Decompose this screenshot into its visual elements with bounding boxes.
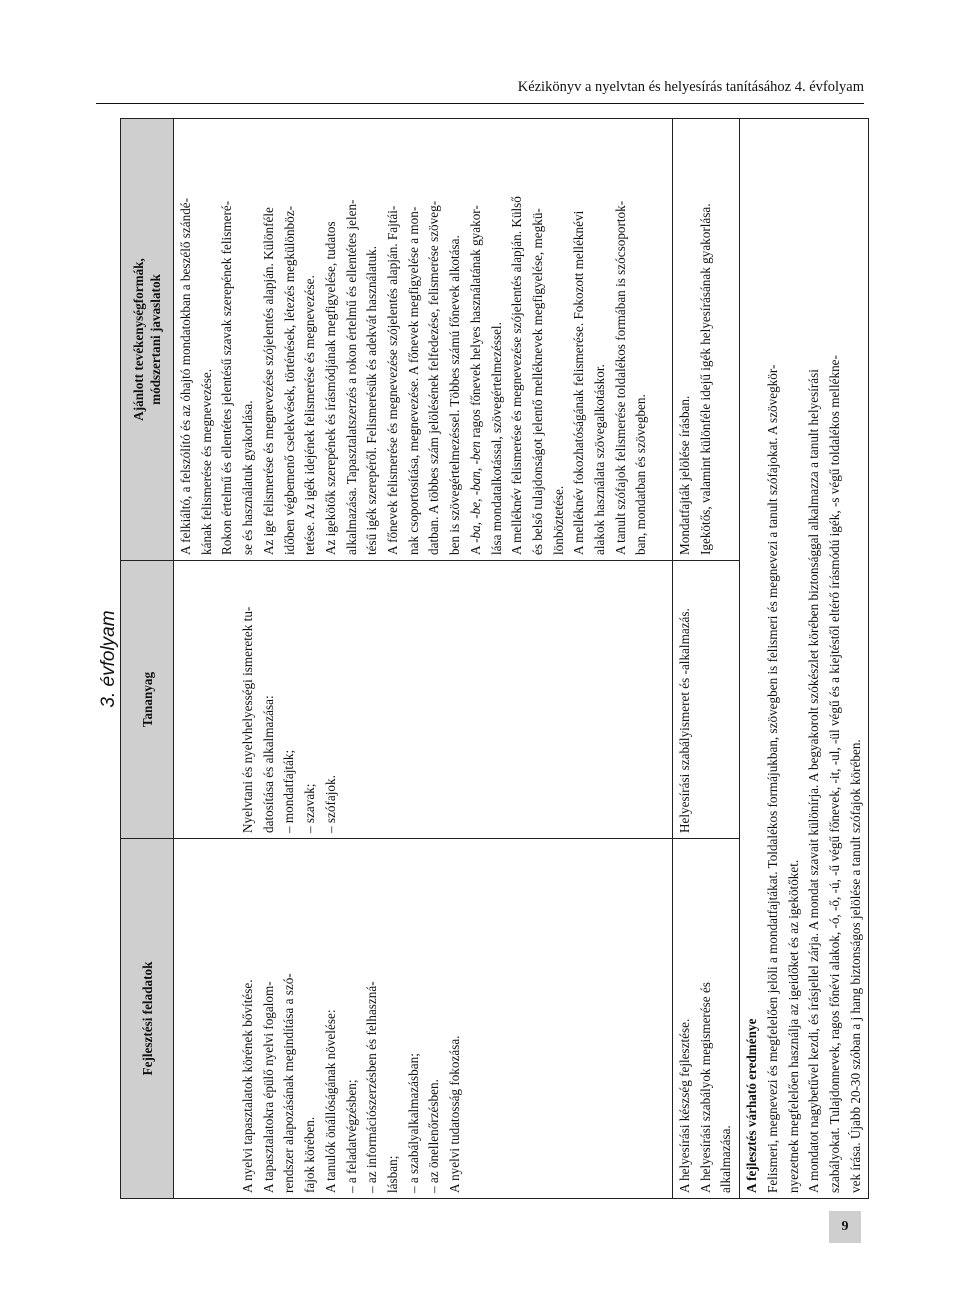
text-line: A tapasztalatokra épülő nyelvi fogalom- [260,981,276,1193]
text-line: tésű igék szerepéről. Felismerésük és adekvát használatuk. [364,245,380,555]
text-line: – az információszerzésben és felhaszná- [364,981,380,1193]
text-line: lása mondatalkotással, szövegértelmezéssel. [488,322,504,555]
text-line: Igekötős, valamint különféle idejű igék helyesírásának gyakorlása. [697,203,713,555]
text-line: A tanulók önállóságának növelése: [322,1009,338,1193]
text-line: Az ige felismerése és megnevezése szójelentés alapján. Különféle [260,207,276,555]
text-line: Az igekötők szerepének és írásmódjának megfigyelése, tudatos [322,221,338,555]
expected-results [740,119,869,1199]
text-line: nyezetnek megfelelően használja az igeidőket és az igekötőket. [785,859,801,1193]
row1-development-tasks [174,839,673,1199]
text-line: Helyesírási szabályismeret és -alkalmazás. [677,608,692,833]
text-line: Rokon értelmű és ellentétes jelentésű szavak szerepének felismeré- [219,200,235,555]
book-title: Kézikönyv a nyelvtan és helyesírás tanításához 4. évfolyam [517,79,864,95]
text-line: alkalmazása. Tapasztalatszerzés a rokon értelmű és ellentétes jelen- [343,199,359,555]
text-line: Felismeri, megnevezi és megfelelően jelöli a mondatfajtákat. Toldalékos formájukban, szövegben is felismeri és megnevezi a tanult szófajokat. A szövegkör- [764,364,780,1193]
header-development-tasks: Fejlesztési feladatok [121,839,174,1199]
text-line: A nyelvi tudatosság fokozása. [447,1035,463,1193]
text-line: Mondatfajták jelölése írásban. [677,395,692,555]
header-divider [96,103,864,104]
text-line: A melléknév fokozhatóságának felismerése. Fokozott melléknévi [571,210,587,555]
text-line: alakok használata szövegalkotáskor. [592,364,608,555]
text-line: A melléknév felismerése és megnevezése szójelentés alapján. Külső [509,196,525,555]
text-line: – a szabályalkalmazásban; [405,1053,421,1193]
text-line: – mondatfajták; [281,749,297,833]
text-line: – a feladatvégzésben; [343,1079,359,1193]
text-line: és belső tulajdonságot jelentő melléknevek megfigyelése, megkü- [529,208,545,555]
text-line: se és használatuk gyakorlása. [240,400,256,555]
text-line: lönböztetése. [550,485,566,555]
text-line: lásban; [384,1155,400,1193]
italic-suffix-text: -ba, -be, -ban, -ben [467,441,483,543]
text-line: alkalmazása. [718,1125,734,1193]
rotated-page-content [98,119,862,1199]
text-line: Nyelvtani és nyelvhelyességi ismeretek tu- [240,606,255,833]
header-recommended-activities [121,119,174,561]
text-line: A nyelvi tapasztalatok körének bővítése. [240,979,255,1193]
text-line: – az önellenőrzésben. [426,1079,442,1193]
text-line: tetése. Az igék idejének felismerése és megnevezése. [302,275,318,555]
text-line: ban, mondatban és szövegben. [633,394,649,555]
row1-curriculum [174,561,673,839]
row2-development-tasks [673,839,740,1199]
text-line: rendszer alapozásának megindítása a szó- [281,973,297,1193]
text-line: ben is szövegértelmezéssel. Többes számú főnevek alkotása. [447,235,463,555]
text-line: időben végbemenő cselekvések, történések, létezés megkülönböz- [281,206,297,555]
text-line: A mondatot nagybetűvel kezdi, és írásjellel zárja. A mondat szavait különírja. A begyakorolt szókészlet körében biztonsággal alkalmazza a tanult helyesírási [806,369,822,1193]
text-line: A főnevek felismerése és megnevezése szójelentés alapján. Fajtái- [385,205,401,555]
row1-activities [174,119,673,561]
header-activities-line-1: Ajánlott tevékenységformák, [131,258,146,421]
expected-results-title: A fejlesztés várható eredménye [744,1018,760,1193]
text-line: datosítása és alkalmazása: [260,695,276,833]
grade-title: 3. évfolyam [98,610,119,708]
text-line: nak csoportosítása, megnevezése. A főnevek megfigyelése a mon- [405,206,421,555]
text-line: A tanult szófajok felismerése toldalékos formában is szócsoportok- [612,200,628,555]
page-number: 9 [829,1211,861,1243]
row2-activities [673,119,740,561]
text-line-with-italic: A -ba, -be, -ban, -ben ragos főnevek helyes használatának gyakor- [467,205,483,555]
text-line: A helyesírási készség fejlesztése. [677,1018,692,1193]
text-line: kának felismerése és megnevezése. [198,369,214,555]
text-line: fajok körében. [302,1116,318,1193]
text-line: A helyesírási szabályok megismerése és [697,982,713,1193]
curriculum-table [120,118,869,1199]
text-line: A felkiáltó, a felszólító és az óhajtó mondatokban a beszélő szándé- [178,197,193,555]
row2-curriculum [673,561,740,839]
header-activities-line-2: módszertani javaslatok [148,274,163,405]
text-line: vek írása. Újabb 20-30 szóban a j hang biztonságos jelölése a tanult szófajok körében. [847,739,863,1193]
text-line: – szavak; [302,783,318,833]
text-line: – szófajok. [322,775,338,833]
text-line: szabályokat. Tulajdonnevek, ragos főnévi alakok, -ó, -ő, -ú, -ű végű főnevek, -it, -ul, -ül végű és a kiejtéstől eltérő írásmódú igék, -s végű toldalékos mellékne- [826,355,842,1193]
header-curriculum: Tananyag [121,561,174,839]
text-line: datban. A többes szám jelölésének felfedezése, felismerése szöveg- [426,200,442,555]
